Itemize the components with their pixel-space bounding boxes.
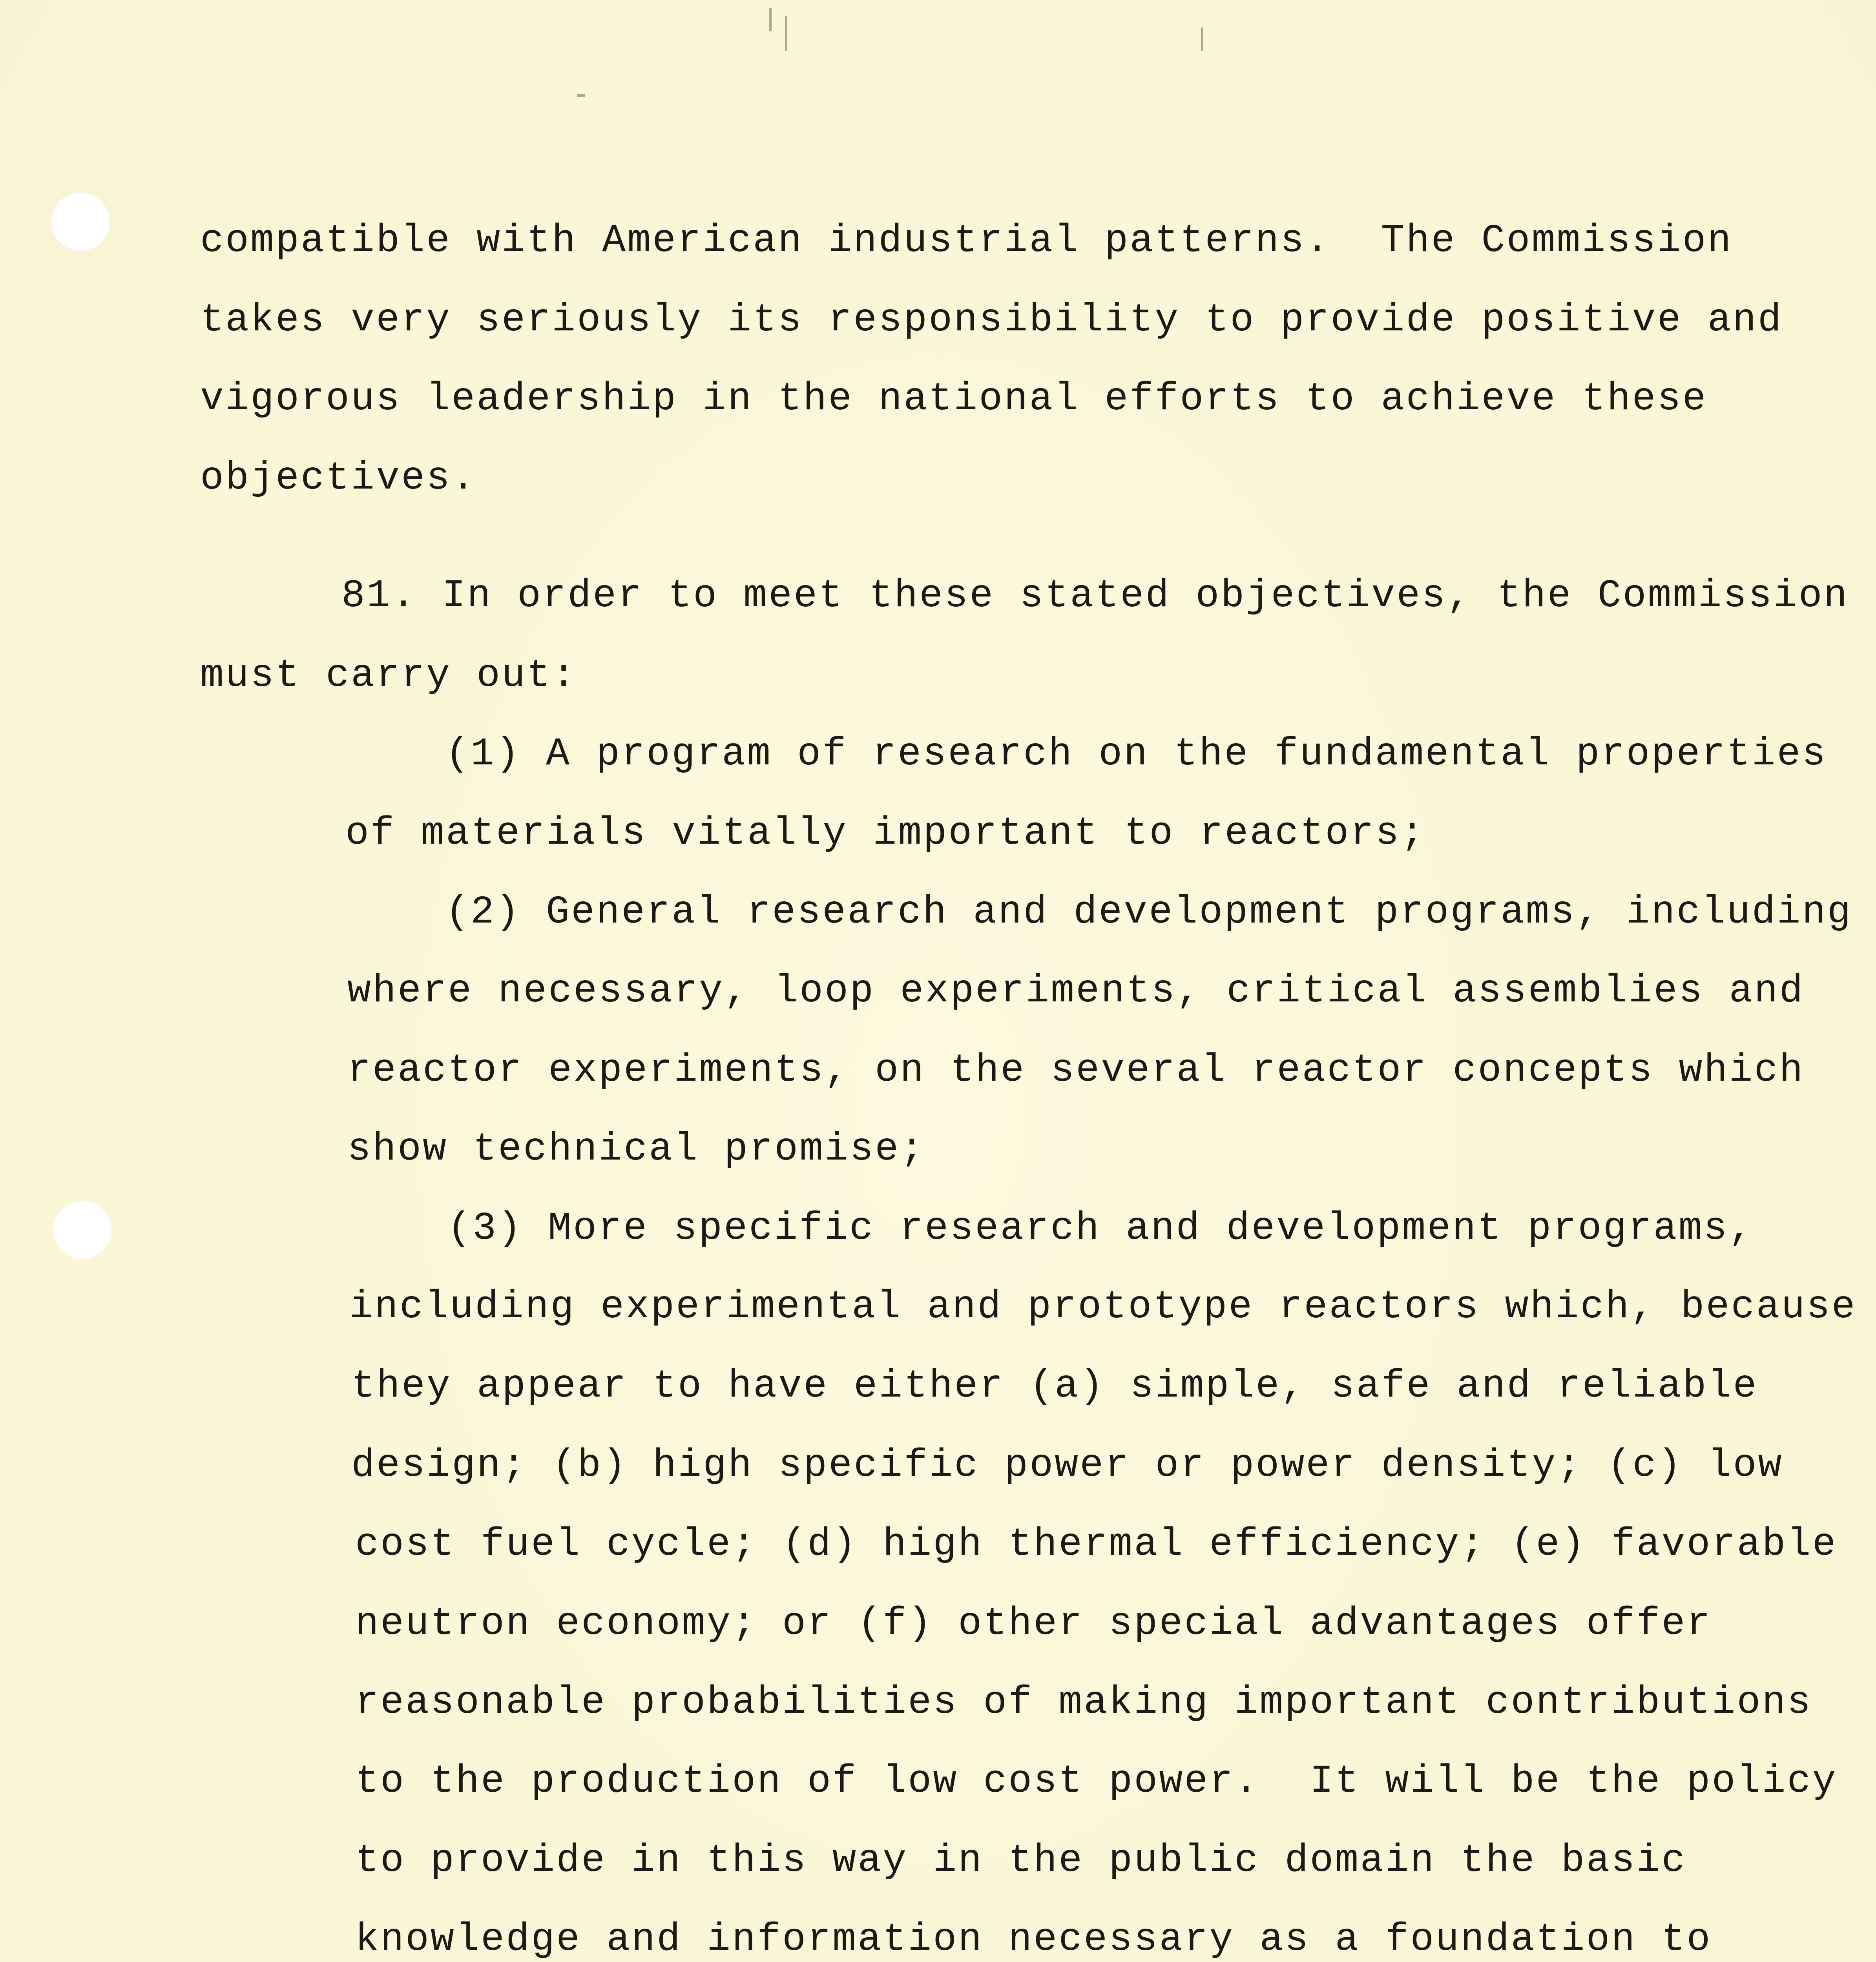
punch-hole-top <box>51 192 110 251</box>
text-line: knowledge and information necessary as a foundation to <box>355 1918 1712 1962</box>
text-line: (3) More specific research and development programs, <box>447 1207 1754 1251</box>
text-line: cost fuel cycle; (d) high thermal efficiency; (e) favorable <box>355 1523 1838 1567</box>
text-line: takes very seriously its responsibility to provide positive and <box>200 298 1783 343</box>
scan-mark <box>577 94 585 97</box>
text-line: (2) General research and development programs, including <box>445 890 1852 935</box>
text-line: design; (b) high specific power or power density; (c) low <box>351 1444 1783 1488</box>
text-line: vigorous leadership in the national efforts to achieve these <box>200 377 1708 421</box>
text-line: show technical promise; <box>347 1127 925 1172</box>
text-line: neutron economy; or (f) other special advantages offer <box>355 1602 1712 1646</box>
text-line: where necessary, loop experiments, critical assemblies and <box>347 969 1805 1014</box>
text-line: objectives. <box>200 456 477 501</box>
scan-mark <box>1201 27 1203 51</box>
text-line: to provide in this way in the public domain the basic <box>355 1839 1687 1883</box>
text-line: they appear to have either (a) simple, safe and reliable <box>351 1364 1758 1409</box>
scan-mark <box>785 16 787 51</box>
text-line: of materials vitally important to reactors; <box>345 811 1426 856</box>
text-line: reasonable probabilities of making important contributions <box>355 1681 1812 1725</box>
text-line: including experimental and prototype reactors which, because <box>349 1285 1857 1329</box>
punch-hole-middle <box>53 1201 112 1260</box>
text-line: must carry out: <box>200 654 577 698</box>
text-line: to the production of low cost power. It will be the policy <box>355 1760 1838 1804</box>
text-line: (1) A program of research on the fundamental properties <box>445 732 1827 777</box>
text-line: compatible with American industrial patterns. The Commission <box>200 219 1733 263</box>
text-line: reactor experiments, on the several reactor concepts which <box>347 1048 1805 1093</box>
scan-mark <box>769 8 772 31</box>
text-line: 81. In order to meet these stated objectives, the Commission <box>341 574 1849 618</box>
